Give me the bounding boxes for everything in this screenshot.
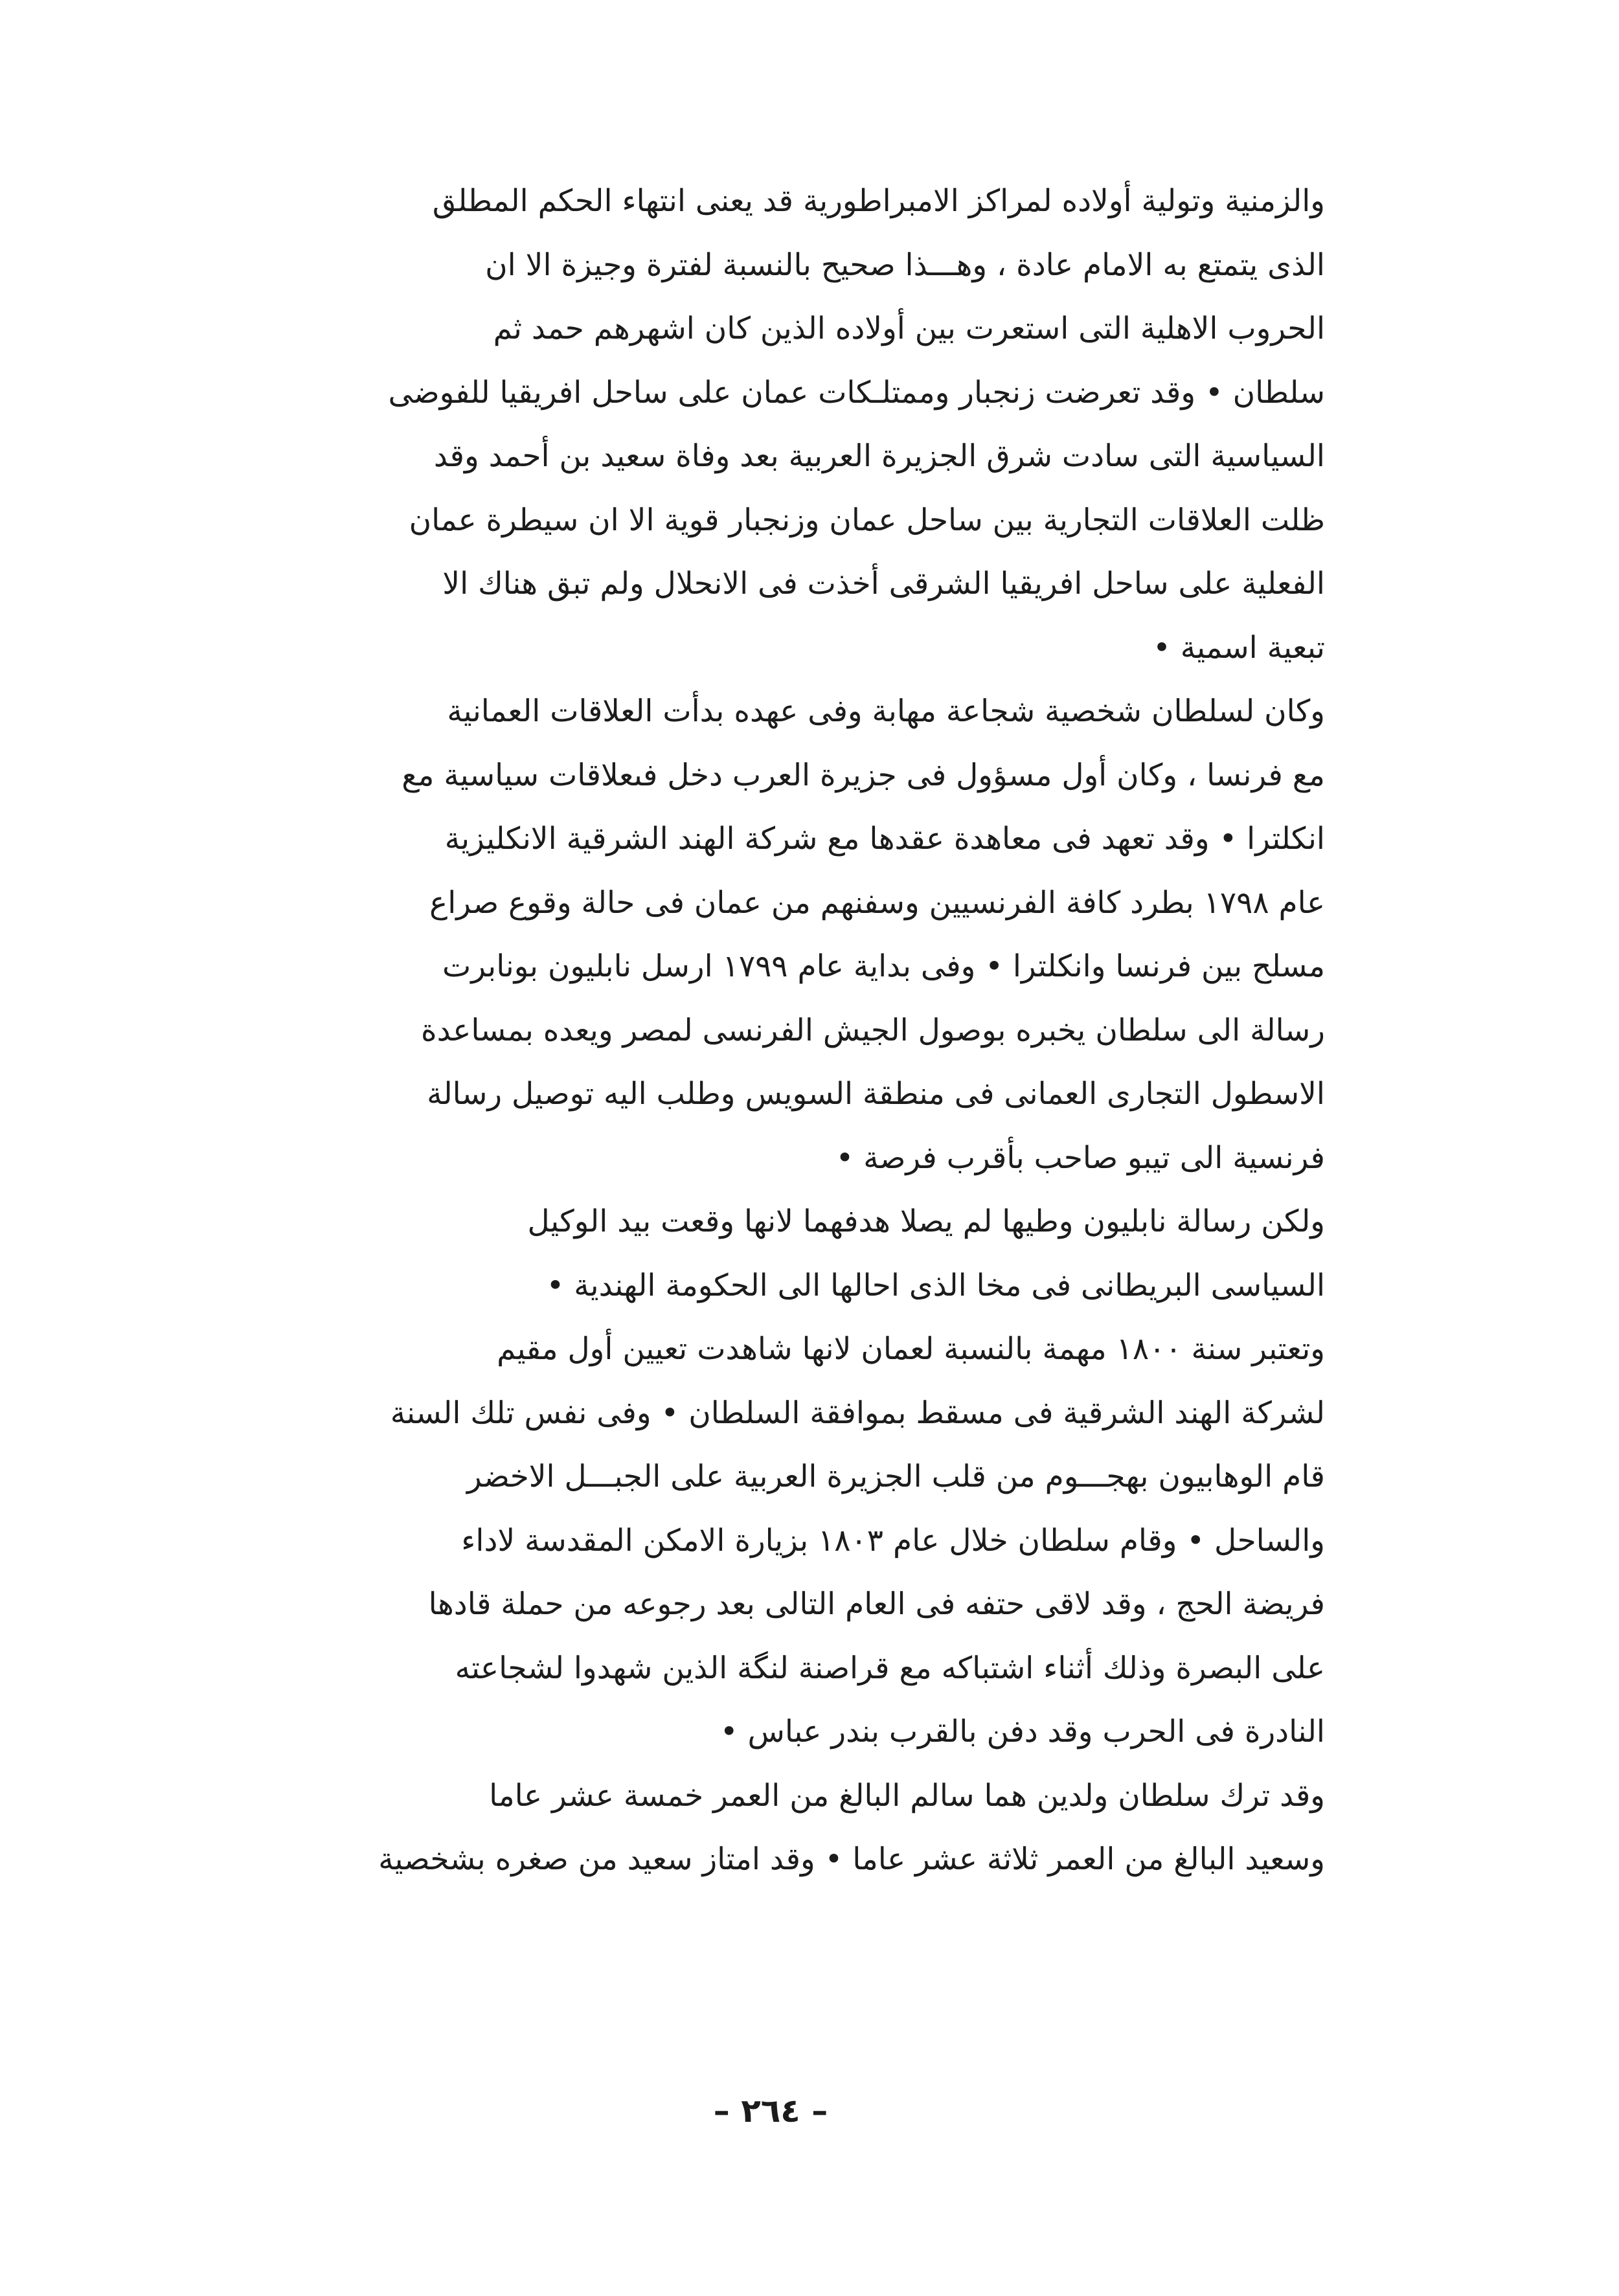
text-line: لشركة الهند الشرقية فى مسقط بموافقة السلطان • وفى نفس تلك السنة: [390, 1395, 1325, 1431]
text-line: مسلح بين فرنسا وانكلترا • وفى بداية عام ١٧٩٩ ارسل نابليون بونابرت: [442, 949, 1325, 984]
text-line: وتعتبر سنة ١٨٠٠ مهمة بالنسبة لعمان لانها شاهدت تعيين أول مقيم: [497, 1331, 1325, 1367]
text-line: قام الوهابيون بهجـــوم من قلب الجزيرة العربية على الجبـــل الاخضر: [467, 1459, 1325, 1494]
page-number: – ٢٦٤ –: [713, 2092, 828, 2130]
text-line: سلطان • وقد تعرضت زنجبار وممتلـكات عمان على ساحل افريقيا للفوضى: [388, 374, 1325, 411]
text-line: وقد ترك سلطان ولدين هما سالم البالغ من العمر خمسة عشر عاما: [489, 1777, 1325, 1814]
text-line: الاسطول التجارى العمانى فى منطقة السويس وطلب اليه توصيل رسالة: [427, 1076, 1325, 1112]
text-line: رسالة الى سلطان يخبره بوصول الجيش الفرنسى لمصر ويعده بمساعدة: [421, 1012, 1325, 1048]
body-text: [258, 170, 1325, 1892]
text-line: تبعية اسمية •: [1153, 629, 1325, 666]
text-line: والساحل • وقام سلطان خلال عام ١٨٠٣ بزيارة الامكن المقدسة لاداء: [461, 1522, 1325, 1559]
text-line: والزمنية وتولية أولاده لمراكز الامبراطورية قد يعنى انتهاء الحكم المطلق: [432, 183, 1325, 219]
text-line: الحروب الاهلية التى استعرت بين أولاده الذين كان اشهرهم حمد ثم: [493, 311, 1325, 346]
text-line: فريضة الحج ، وقد لاقى حتفه فى العام التالى بعد رجوعه من حملة قادها: [428, 1586, 1325, 1622]
text-line: مع فرنسا ، وكان أول مسؤول فى جزيرة العرب دخل فىعلاقات سياسية مع: [402, 757, 1325, 793]
text-line: السياسى البريطانى فى مخا الذى احالها الى الحكومة الهندية •: [546, 1267, 1325, 1303]
text-line: انكلترا • وقد تعهد فى معاهدة عقدها مع شركة الهند الشرقية الانكليزية: [444, 821, 1325, 857]
text-line: الفعلية على ساحل افريقيا الشرقى أخذت فى الانحلال ولم تبق هناك الا: [442, 566, 1325, 602]
text-line: الذى يتمتع به الامام عادة ، وهـــذا صحيح بالنسبة لفترة وجيزة الا ان: [485, 247, 1325, 283]
text-line: ظلت العلاقات التجارية بين ساحل عمان وزنجبار قوية الا ان سيطرة عمان: [409, 502, 1325, 538]
text-line: عام ١٧٩٨ بطرد كافة الفرنسيين وسفنهم من عمان فى حالة وقوع صراع: [429, 884, 1325, 921]
text-line: على البصرة وذلك أثناء اشتباكه مع قراصنة لنگة الذين شهدوا لشجاعته: [455, 1650, 1325, 1686]
text-line: وسعيد البالغ من العمر ثلاثة عشر عاما • وقد امتاز سعيد من صغره بشخصية: [378, 1841, 1325, 1877]
text-line: النادرة فى الحرب وقد دفن بالقرب بندر عباس •: [719, 1714, 1325, 1750]
text-line: السياسية التى سادت شرق الجزيرة العربية بعد وفاة سعيد بن أحمد وقد: [433, 438, 1325, 474]
text-line: فرنسية الى تيبو صاحب بأقرب فرصة •: [835, 1140, 1325, 1176]
text-line: وكان لسلطان شخصية شجاعة مهابة وفى عهده بدأت العلاقات العمانية: [447, 693, 1325, 729]
text-line: ولكن رسالة نابليون وطيها لم يصلا هدفهما لانها وقعت بيد الوكيل: [527, 1204, 1325, 1239]
